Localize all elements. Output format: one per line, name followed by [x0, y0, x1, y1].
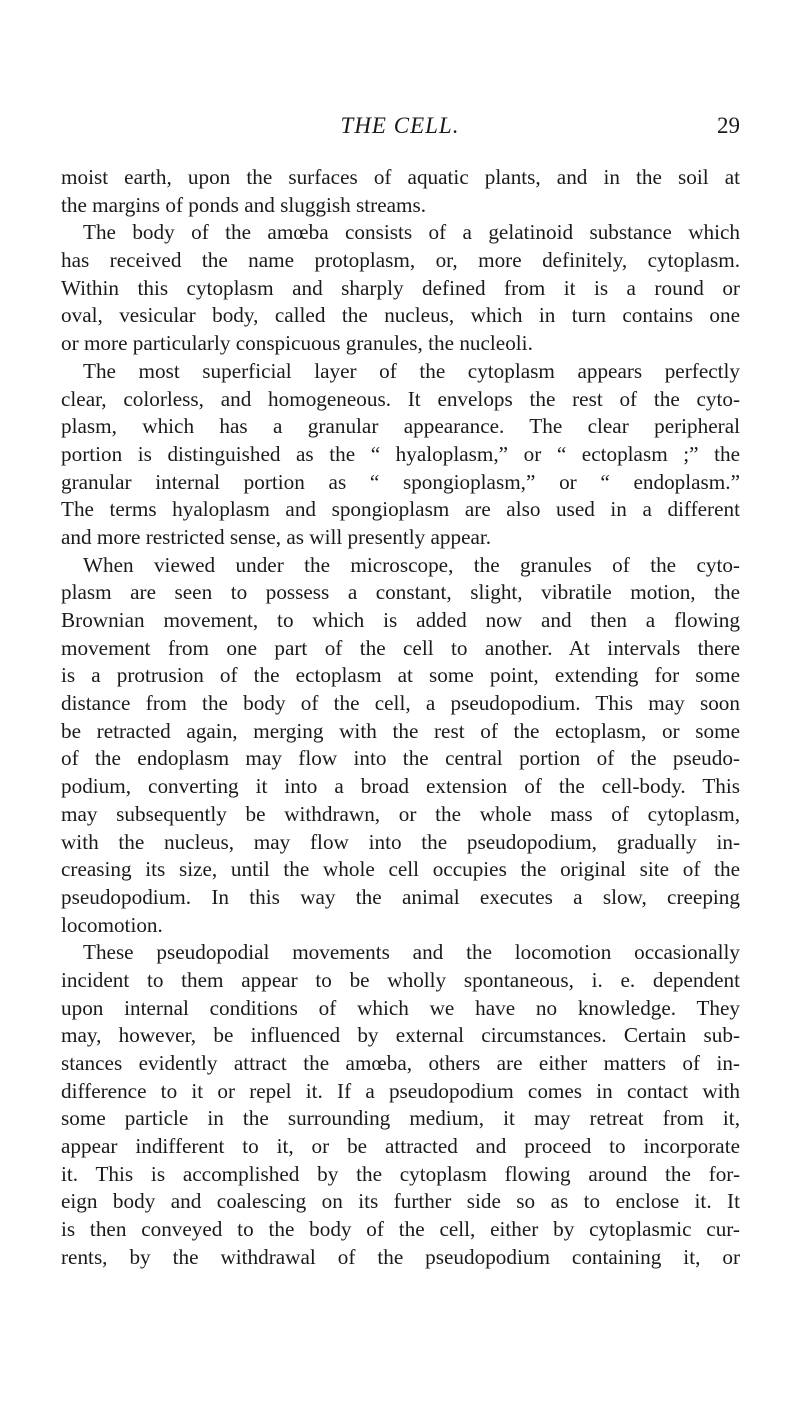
text-line: may, however, be influenced by external circumstances. Certain sub-	[61, 1023, 740, 1048]
text-line: stances evidently attract the amœba, others are either matters of in-	[61, 1051, 740, 1075]
page-number: 29	[717, 113, 740, 138]
text-line: granular internal portion as “ spongioplasm,” or “ endoplasm.”	[61, 469, 740, 494]
text-line: Brownian movement, to which is added now and then a flowing	[61, 608, 740, 632]
text-line: These pseudopodial movements and the locomotion occasionally	[83, 940, 740, 965]
text-line: oval, vesicular body, called the nucleus, which in turn contains one	[61, 303, 740, 328]
text-line: some particle in the surrounding medium, it may retreat from it,	[61, 1106, 740, 1131]
text-line: difference to it or repel it. If a pseudopodium comes in contact with	[61, 1078, 740, 1103]
text-line: portion is distinguished as the “ hyaloplasm,” or “ ectoplasm ;” the	[61, 441, 740, 466]
text-line: rents, by the withdrawal of the pseudopodium containing it, or	[61, 1244, 740, 1269]
text-line: upon internal conditions of which we have no knowledge. They	[61, 995, 740, 1020]
text-line: of the endoplasm may flow into the central portion of the pseudo-	[61, 746, 740, 771]
text-line: or more particularly conspicuous granules, the nucleoli.	[61, 331, 533, 356]
text-line: be retracted again, merging with the rest of the ectoplasm, or some	[61, 718, 740, 743]
text-line: eign body and coalescing on its further side so as to enclose it. It	[61, 1189, 740, 1214]
text-line: has received the name protoplasm, or, more definitely, cytoplasm.	[61, 248, 740, 273]
text-line: with the nucleus, may flow into the pseudopodium, gradually in-	[61, 829, 740, 854]
text-line: plasm, which has a granular appearance. The clear peripheral	[61, 414, 740, 439]
text-line: The body of the amœba consists of a gelatinoid substance which	[83, 220, 740, 245]
text-line: The terms hyaloplasm and spongioplasm are also used in a different	[61, 497, 740, 522]
text-line: distance from the body of the cell, a pseudopodium. This may soon	[61, 691, 740, 716]
text-line: movement from one part of the cell to another. At intervals there	[61, 635, 740, 660]
text-line: locomotion.	[61, 912, 163, 937]
text-line: is then conveyed to the body of the cell, either by cytoplasmic cur-	[61, 1217, 740, 1242]
text-line: pseudopodium. In this way the animal executes a slow, creeping	[61, 884, 740, 909]
text-line: Within this cytoplasm and sharply defined from it is a round or	[61, 275, 740, 300]
text-line: appear indifferent to it, or be attracted and proceed to incorporate	[61, 1134, 740, 1159]
running-title: THE CELL.	[340, 113, 460, 138]
text-line: creasing its size, until the whole cell occupies the original site of the	[61, 857, 740, 882]
text-line: clear, colorless, and homogeneous. It envelops the rest of the cyto-	[61, 386, 740, 411]
text-line: plasm are seen to possess a constant, slight, vibratile motion, the	[61, 580, 740, 605]
running-head	[60, 113, 740, 143]
text-line: moist earth, upon the surfaces of aquatic plants, and in the soil at	[61, 165, 740, 189]
text-line: The most superficial layer of the cytoplasm appears perfectly	[83, 358, 740, 383]
body-text	[61, 164, 740, 1272]
text-line: incident to them appear to be wholly spontaneous, i. e. dependent	[61, 967, 740, 992]
text-line: the margins of ponds and sluggish streams.	[61, 192, 427, 217]
text-line: When viewed under the microscope, the granules of the cyto-	[83, 552, 740, 577]
text-line: is a protrusion of the ectoplasm at some point, extending for some	[61, 663, 740, 688]
text-line: may subsequently be withdrawn, or the whole mass of cytoplasm,	[61, 801, 740, 826]
text-line: it. This is accomplished by the cytoplasm flowing around the for-	[61, 1161, 740, 1186]
text-line: and more restricted sense, as will presently appear.	[61, 524, 492, 549]
text-line: podium, converting it into a broad extension of the cell-body. This	[61, 774, 740, 799]
